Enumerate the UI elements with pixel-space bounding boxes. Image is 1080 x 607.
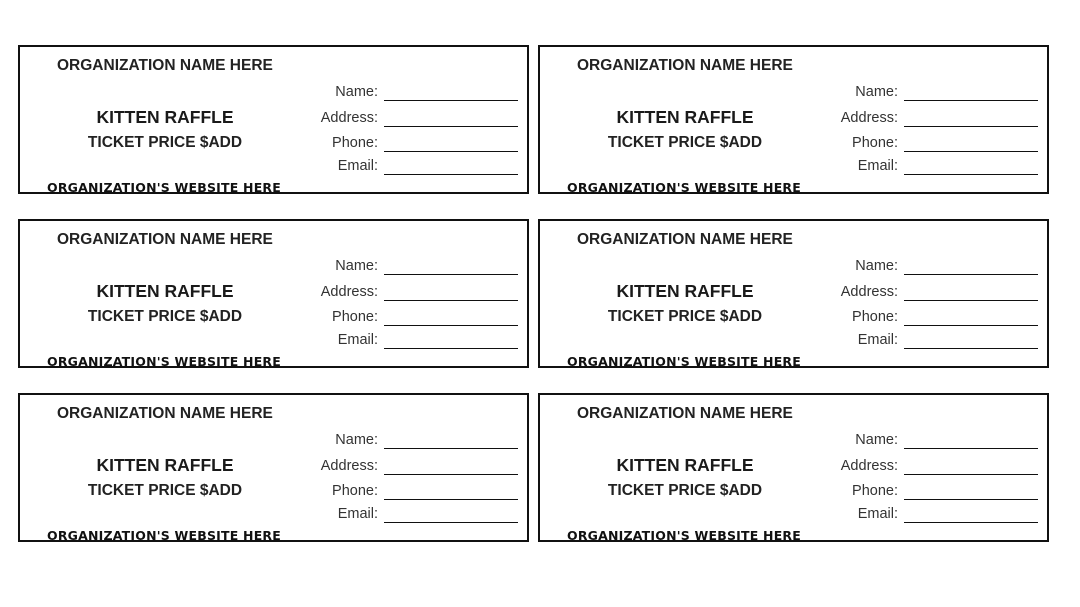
fill-in-line[interactable] (904, 174, 1038, 175)
email-field[interactable] (300, 332, 518, 352)
field-label: Name: (335, 258, 378, 274)
organization-website: ORGANIZATION'S WEBSITE HERE (567, 354, 802, 369)
organization-website: ORGANIZATION'S WEBSITE HERE (47, 180, 282, 195)
name-field[interactable] (820, 432, 1038, 452)
field-label: Email: (857, 506, 898, 522)
organization-name: ORGANIZATION NAME HERE (57, 231, 273, 248)
organization-website: ORGANIZATION'S WEBSITE HERE (47, 528, 282, 543)
raffle-title: KITTEN RAFFLE (616, 107, 754, 127)
raffle-title: KITTEN RAFFLE (616, 455, 754, 475)
field-label: Email: (337, 506, 378, 522)
field-label: Email: (857, 332, 898, 348)
raffle-title: KITTEN RAFFLE (96, 107, 234, 127)
fill-in-line[interactable] (904, 126, 1038, 127)
organization-name: ORGANIZATION NAME HERE (577, 405, 793, 422)
phone-field[interactable] (820, 135, 1038, 155)
raffle-ticket (18, 393, 529, 542)
fill-in-line[interactable] (904, 151, 1038, 152)
field-label: Email: (857, 158, 898, 174)
organization-name: ORGANIZATION NAME HERE (57, 405, 273, 422)
ticket-price: TICKET PRICE $ADD (607, 134, 763, 151)
raffle-ticket (18, 219, 529, 368)
email-field[interactable] (300, 158, 518, 178)
fill-in-line[interactable] (384, 300, 518, 301)
field-label: Phone: (332, 135, 378, 151)
fill-in-line[interactable] (904, 300, 1038, 301)
raffle-title: KITTEN RAFFLE (616, 281, 754, 301)
field-label: Address: (840, 110, 898, 126)
field-label: Email: (337, 332, 378, 348)
name-field[interactable] (300, 432, 518, 452)
field-label: Name: (855, 432, 898, 448)
address-field[interactable] (300, 284, 518, 304)
fill-in-line[interactable] (904, 325, 1038, 326)
field-label: Name: (335, 84, 378, 100)
fill-in-line[interactable] (384, 151, 518, 152)
name-field[interactable] (820, 84, 1038, 104)
email-field[interactable] (820, 158, 1038, 178)
email-field[interactable] (820, 332, 1038, 352)
ticket-price: TICKET PRICE $ADD (87, 482, 243, 499)
organization-website: ORGANIZATION'S WEBSITE HERE (567, 180, 802, 195)
raffle-ticket (538, 393, 1049, 542)
field-label: Name: (335, 432, 378, 448)
phone-field[interactable] (300, 135, 518, 155)
fill-in-line[interactable] (904, 448, 1038, 449)
raffle-title: KITTEN RAFFLE (96, 455, 234, 475)
raffle-title: KITTEN RAFFLE (96, 281, 234, 301)
field-label: Address: (840, 458, 898, 474)
field-label: Address: (320, 110, 378, 126)
email-field[interactable] (300, 506, 518, 526)
field-label: Phone: (332, 309, 378, 325)
address-field[interactable] (820, 458, 1038, 478)
fill-in-line[interactable] (384, 126, 518, 127)
field-label: Email: (337, 158, 378, 174)
raffle-ticket (538, 219, 1049, 368)
field-label: Phone: (852, 135, 898, 151)
fill-in-line[interactable] (904, 499, 1038, 500)
address-field[interactable] (300, 110, 518, 130)
field-label: Phone: (852, 309, 898, 325)
organization-name: ORGANIZATION NAME HERE (577, 231, 793, 248)
fill-in-line[interactable] (384, 474, 518, 475)
ticket-price: TICKET PRICE $ADD (607, 308, 763, 325)
ticket-price: TICKET PRICE $ADD (607, 482, 763, 499)
field-label: Name: (855, 84, 898, 100)
name-field[interactable] (300, 258, 518, 278)
fill-in-line[interactable] (384, 100, 518, 101)
fill-in-line[interactable] (384, 499, 518, 500)
phone-field[interactable] (820, 309, 1038, 329)
email-field[interactable] (820, 506, 1038, 526)
field-label: Phone: (852, 483, 898, 499)
phone-field[interactable] (300, 309, 518, 329)
fill-in-line[interactable] (384, 174, 518, 175)
fill-in-line[interactable] (384, 325, 518, 326)
fill-in-line[interactable] (904, 100, 1038, 101)
organization-website: ORGANIZATION'S WEBSITE HERE (47, 354, 282, 369)
raffle-ticket (18, 45, 529, 194)
fill-in-line[interactable] (904, 522, 1038, 523)
fill-in-line[interactable] (384, 522, 518, 523)
address-field[interactable] (820, 110, 1038, 130)
fill-in-line[interactable] (384, 348, 518, 349)
ticket-price: TICKET PRICE $ADD (87, 134, 243, 151)
organization-name: ORGANIZATION NAME HERE (577, 57, 793, 74)
address-field[interactable] (300, 458, 518, 478)
fill-in-line[interactable] (384, 448, 518, 449)
ticket-price: TICKET PRICE $ADD (87, 308, 243, 325)
fill-in-line[interactable] (904, 348, 1038, 349)
field-label: Phone: (332, 483, 378, 499)
phone-field[interactable] (300, 483, 518, 503)
name-field[interactable] (300, 84, 518, 104)
field-label: Address: (840, 284, 898, 300)
raffle-ticket (538, 45, 1049, 194)
field-label: Address: (320, 458, 378, 474)
organization-website: ORGANIZATION'S WEBSITE HERE (567, 528, 802, 543)
field-label: Address: (320, 284, 378, 300)
phone-field[interactable] (820, 483, 1038, 503)
organization-name: ORGANIZATION NAME HERE (57, 57, 273, 74)
fill-in-line[interactable] (904, 274, 1038, 275)
name-field[interactable] (820, 258, 1038, 278)
field-label: Name: (855, 258, 898, 274)
fill-in-line[interactable] (904, 474, 1038, 475)
address-field[interactable] (820, 284, 1038, 304)
fill-in-line[interactable] (384, 274, 518, 275)
